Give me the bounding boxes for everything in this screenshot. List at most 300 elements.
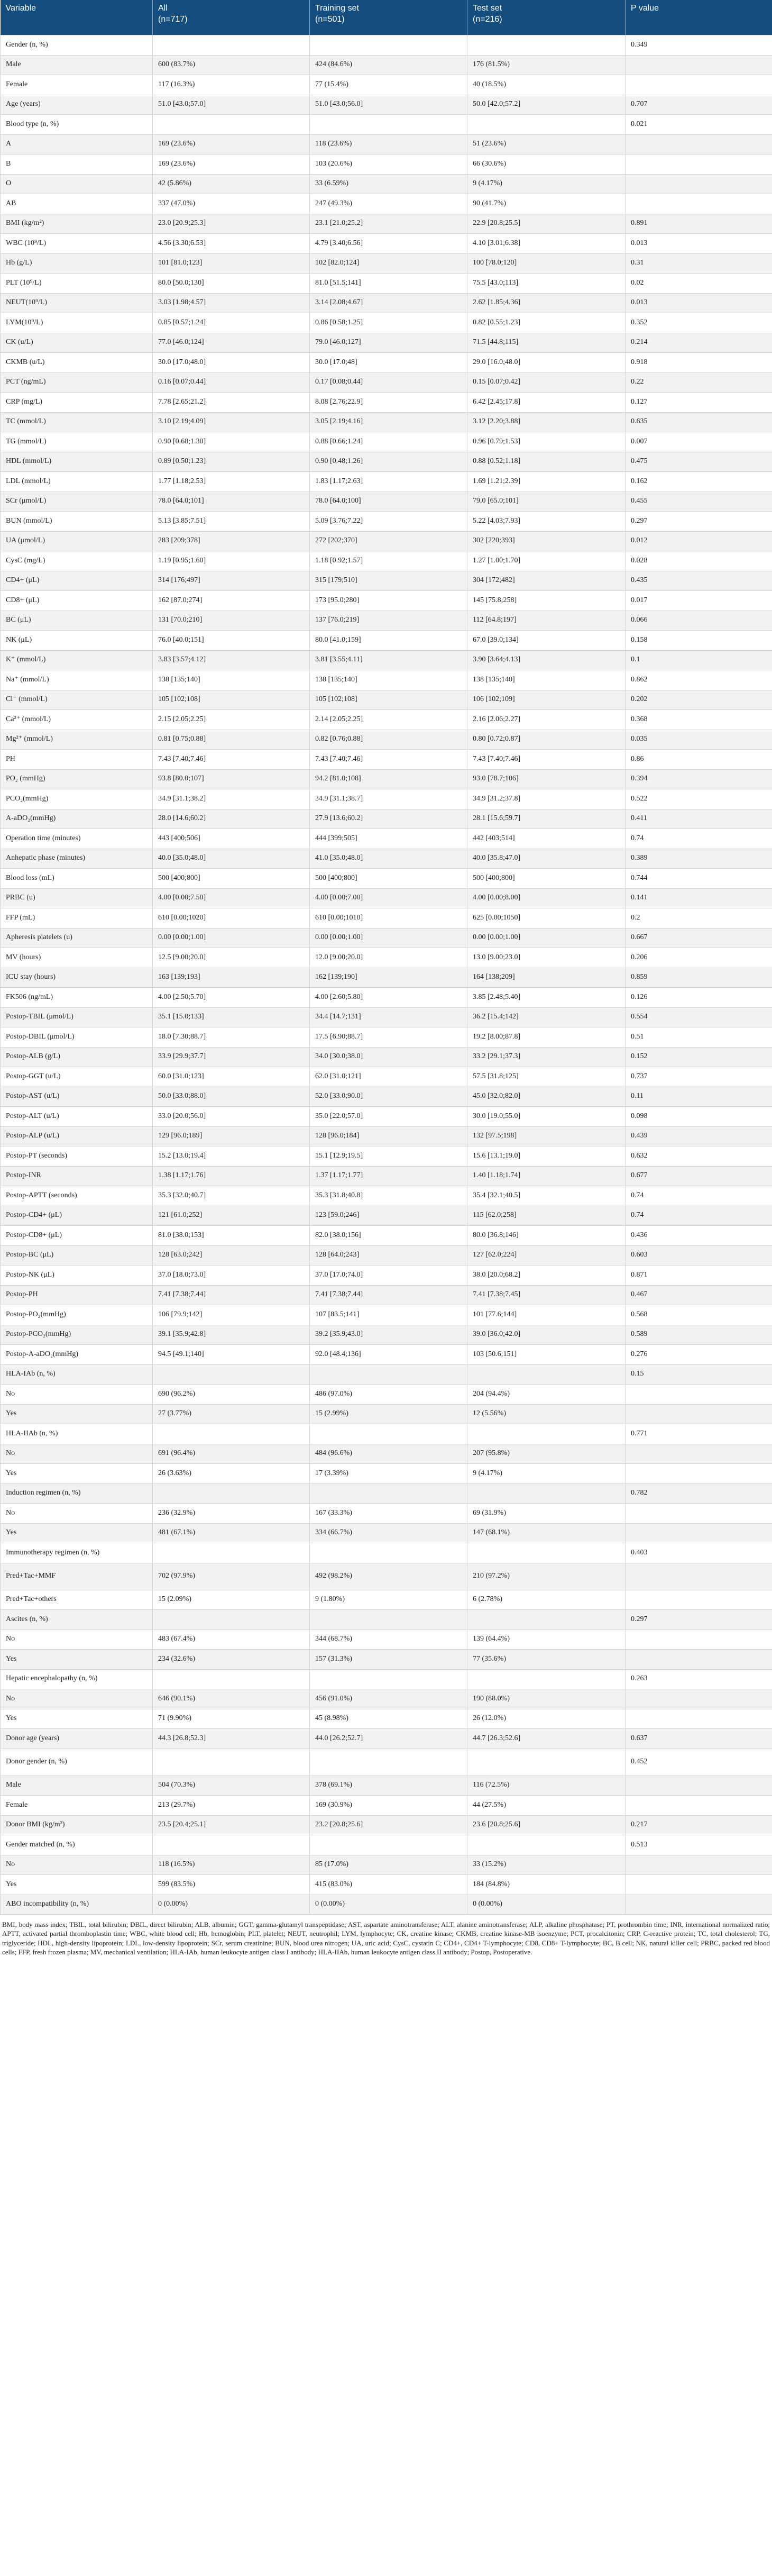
- variable-cell: BUN (mmol/L): [1, 512, 153, 532]
- value-cell: 0.15 [0.07;0.42]: [467, 372, 626, 393]
- variable-cell: PCO₂(mmHg): [1, 789, 153, 809]
- p-value-cell: 0.74: [626, 1186, 772, 1206]
- table-row: [1, 75, 772, 95]
- p-value-cell: 0.214: [626, 333, 772, 353]
- value-cell: 45.0 [32.0;82.0]: [467, 1087, 626, 1107]
- p-value-cell: 0.513: [626, 1835, 772, 1855]
- variable-cell: Apheresis platelets (u): [1, 928, 153, 948]
- p-value-cell: 0.435: [626, 571, 772, 591]
- value-cell: [467, 115, 626, 135]
- variable-cell: Operation time (minutes): [1, 829, 153, 849]
- variable-cell: FFP (mL): [1, 908, 153, 929]
- value-cell: 415 (83.0%): [310, 1875, 467, 1895]
- value-cell: 213 (29.7%): [153, 1796, 310, 1816]
- value-cell: 4.00 [0.00;7.00]: [310, 888, 467, 908]
- variable-cell: Postop-APTT (seconds): [1, 1186, 153, 1206]
- value-cell: 1.27 [1.00;1.70]: [467, 551, 626, 571]
- variable-cell: Cl⁻ (mmol/L): [1, 690, 153, 710]
- value-cell: 2.62 [1.85;4.36]: [467, 293, 626, 313]
- value-cell: 0.00 [0.00;1.00]: [467, 928, 626, 948]
- value-cell: 173 [95.0;280]: [310, 591, 467, 611]
- p-value-cell: 0.013: [626, 293, 772, 313]
- variable-cell: Postop-ALT (u/L): [1, 1107, 153, 1127]
- value-cell: 28.0 [14.6;60.2]: [153, 809, 310, 829]
- variable-cell: Postop-PH: [1, 1285, 153, 1305]
- table-row: [1, 730, 772, 750]
- value-cell: 247 (49.3%): [310, 194, 467, 214]
- p-value-cell: 0.707: [626, 95, 772, 115]
- column-header: Training set (n=501): [310, 0, 467, 35]
- value-cell: 344 (68.7%): [310, 1630, 467, 1650]
- variable-cell: No: [1, 1630, 153, 1650]
- value-cell: 81.0 [38.0;153]: [153, 1226, 310, 1246]
- p-value-cell: 0.677: [626, 1166, 772, 1186]
- value-cell: 50.0 [42.0;57.2]: [467, 95, 626, 115]
- p-value-cell: [626, 1895, 772, 1915]
- value-cell: 0.85 [0.57;1.24]: [153, 313, 310, 333]
- value-cell: 378 (69.1%): [310, 1776, 467, 1796]
- p-value-cell: 0.021: [626, 115, 772, 135]
- value-cell: 81.0 [51.5;141]: [310, 274, 467, 294]
- value-cell: 1.69 [1.21;2.39]: [467, 472, 626, 492]
- p-value-cell: 0.467: [626, 1285, 772, 1305]
- table-row: [1, 1689, 772, 1709]
- value-cell: 169 (23.6%): [153, 154, 310, 175]
- value-cell: 0.86 [0.58;1.25]: [310, 313, 467, 333]
- table-row: [1, 293, 772, 313]
- table-row: [1, 1166, 772, 1186]
- value-cell: 132 [97.5;198]: [467, 1126, 626, 1146]
- variable-cell: PCT (ng/mL): [1, 372, 153, 393]
- value-cell: 44.0 [26.2;52.7]: [310, 1729, 467, 1749]
- variable-cell: Hepatic encephalopathy (n, %): [1, 1669, 153, 1689]
- value-cell: 2.14 [2.05;2.25]: [310, 710, 467, 730]
- p-value-cell: 0.603: [626, 1245, 772, 1266]
- variable-cell: LDL (mmol/L): [1, 472, 153, 492]
- variable-cell: PRBC (u): [1, 888, 153, 908]
- variable-cell: K⁺ (mmol/L): [1, 650, 153, 670]
- table-row: [1, 1206, 772, 1226]
- value-cell: [467, 1424, 626, 1444]
- value-cell: 94.2 [81.0;108]: [310, 769, 467, 789]
- value-cell: 115 [62.0;258]: [467, 1206, 626, 1226]
- value-cell: 702 (97.9%): [153, 1563, 310, 1590]
- value-cell: 456 (91.0%): [310, 1689, 467, 1709]
- table-row: [1, 234, 772, 254]
- value-cell: 145 [75.8;258]: [467, 591, 626, 611]
- value-cell: 481 (67.1%): [153, 1523, 310, 1543]
- value-cell: 138 [135;140]: [467, 670, 626, 690]
- p-value-cell: 0.771: [626, 1424, 772, 1444]
- value-cell: 26 (12.0%): [467, 1709, 626, 1729]
- variable-cell: WBC (10⁹/L): [1, 234, 153, 254]
- variable-cell: CK (u/L): [1, 333, 153, 353]
- p-value-cell: [626, 1504, 772, 1524]
- p-value-cell: 0.86: [626, 750, 772, 770]
- value-cell: 486 (97.0%): [310, 1385, 467, 1405]
- value-cell: [467, 1749, 626, 1776]
- value-cell: 23.0 [20.9;25.3]: [153, 214, 310, 234]
- value-cell: 484 (96.6%): [310, 1444, 467, 1464]
- value-cell: 169 (30.9%): [310, 1796, 467, 1816]
- p-value-cell: [626, 1563, 772, 1590]
- variable-cell: BMI (kg/m²): [1, 214, 153, 234]
- variable-cell: HLA-IAb (n, %): [1, 1364, 153, 1385]
- variable-cell: Postop-BC (μL): [1, 1245, 153, 1266]
- table-row: [1, 1669, 772, 1689]
- variable-cell: Donor BMI (kg/m²): [1, 1815, 153, 1835]
- variable-cell: SCr (μmol/L): [1, 491, 153, 512]
- p-value-cell: 0.263: [626, 1669, 772, 1689]
- table-row: [1, 750, 772, 770]
- table-row: [1, 432, 772, 452]
- p-value-cell: 0.554: [626, 1007, 772, 1027]
- value-cell: 302 [220;393]: [467, 531, 626, 551]
- value-cell: 93.0 [78.7;106]: [467, 769, 626, 789]
- variable-cell: Mg²⁺ (mmol/L): [1, 730, 153, 750]
- value-cell: 106 [102;109]: [467, 690, 626, 710]
- table-row: [1, 968, 772, 988]
- value-cell: [153, 115, 310, 135]
- value-cell: 646 (90.1%): [153, 1689, 310, 1709]
- value-cell: 0.00 [0.00;1.00]: [153, 928, 310, 948]
- value-cell: 26 (3.63%): [153, 1464, 310, 1484]
- value-cell: 691 (96.4%): [153, 1444, 310, 1464]
- value-cell: 18.0 [7.30;88.7]: [153, 1027, 310, 1048]
- value-cell: 107 [83.5;141]: [310, 1305, 467, 1325]
- value-cell: 79.0 [65.0;101]: [467, 491, 626, 512]
- variable-cell: Yes: [1, 1464, 153, 1484]
- table-row: [1, 1087, 772, 1107]
- p-value-cell: [626, 1464, 772, 1484]
- value-cell: 52.0 [33.0;90.0]: [310, 1087, 467, 1107]
- table-row: [1, 1047, 772, 1067]
- value-cell: 3.81 [3.55;4.11]: [310, 650, 467, 670]
- value-cell: 34.9 [31.1;38.2]: [153, 789, 310, 809]
- value-cell: [467, 1483, 626, 1504]
- value-cell: 112 [64.8;197]: [467, 611, 626, 631]
- value-cell: 207 (95.8%): [467, 1444, 626, 1464]
- table-row: [1, 670, 772, 690]
- variable-cell: Postop-DBIL (μmol/L): [1, 1027, 153, 1048]
- value-cell: [310, 1543, 467, 1563]
- value-cell: 9 (4.17%): [467, 174, 626, 194]
- value-cell: 42 (5.86%): [153, 174, 310, 194]
- value-cell: 15 (2.09%): [153, 1590, 310, 1610]
- value-cell: 40.0 [35.8;47.0]: [467, 849, 626, 869]
- variable-cell: BC (μL): [1, 611, 153, 631]
- table-row: [1, 928, 772, 948]
- value-cell: 12 (5.56%): [467, 1404, 626, 1424]
- value-cell: 6 (2.78%): [467, 1590, 626, 1610]
- value-cell: 35.4 [32.1;40.5]: [467, 1186, 626, 1206]
- value-cell: 103 (20.6%): [310, 154, 467, 175]
- table-row: [1, 353, 772, 373]
- value-cell: 9 (1.80%): [310, 1590, 467, 1610]
- table-row: [1, 452, 772, 472]
- value-cell: 27 (3.77%): [153, 1404, 310, 1424]
- p-value-cell: 0.31: [626, 253, 772, 274]
- p-value-cell: 0.028: [626, 551, 772, 571]
- table-row: [1, 1126, 772, 1146]
- table-row: [1, 1895, 772, 1915]
- value-cell: 1.37 [1.17;1.77]: [310, 1166, 467, 1186]
- variable-cell: CKMB (u/L): [1, 353, 153, 373]
- value-cell: 315 [179;510]: [310, 571, 467, 591]
- value-cell: [467, 1364, 626, 1385]
- value-cell: 33 (6.59%): [310, 174, 467, 194]
- p-value-cell: 0.158: [626, 631, 772, 651]
- value-cell: 12.0 [9.00;20.0]: [310, 948, 467, 968]
- p-value-cell: 0.389: [626, 849, 772, 869]
- variable-cell: Yes: [1, 1404, 153, 1424]
- value-cell: 44.7 [26.3;52.6]: [467, 1729, 626, 1749]
- table-row: [1, 1523, 772, 1543]
- value-cell: [153, 1669, 310, 1689]
- value-cell: 9 (4.17%): [467, 1464, 626, 1484]
- value-cell: 80.0 [50.0;130]: [153, 274, 310, 294]
- value-cell: 77.0 [46.0;124]: [153, 333, 310, 353]
- value-cell: [310, 35, 467, 56]
- p-value-cell: 0.007: [626, 432, 772, 452]
- value-cell: 62.0 [31.0;121]: [310, 1067, 467, 1087]
- table-row: [1, 333, 772, 353]
- value-cell: 4.56 [3.30;6.53]: [153, 234, 310, 254]
- variable-cell: CysC (mg/L): [1, 551, 153, 571]
- value-cell: 51.0 [43.0;57.0]: [153, 95, 310, 115]
- table-row: [1, 412, 772, 432]
- value-cell: 33.9 [29.9;37.7]: [153, 1047, 310, 1067]
- value-cell: 78.0 [64.0;100]: [310, 491, 467, 512]
- table-row: [1, 1107, 772, 1127]
- p-value-cell: 0.1: [626, 650, 772, 670]
- table-row: [1, 571, 772, 591]
- variable-cell: Female: [1, 1796, 153, 1816]
- value-cell: 33 (15.2%): [467, 1855, 626, 1875]
- variable-cell: NK (μL): [1, 631, 153, 651]
- p-value-cell: 0.51: [626, 1027, 772, 1048]
- variable-cell: Na⁺ (mmol/L): [1, 670, 153, 690]
- table-row: [1, 1186, 772, 1206]
- p-value-cell: 0.162: [626, 472, 772, 492]
- table-row: [1, 472, 772, 492]
- value-cell: 492 (98.2%): [310, 1563, 467, 1590]
- p-value-cell: 0.2: [626, 908, 772, 929]
- value-cell: 51 (23.6%): [467, 134, 626, 154]
- table-row: [1, 274, 772, 294]
- value-cell: 39.2 [35.9;43.0]: [310, 1325, 467, 1345]
- p-value-cell: [626, 134, 772, 154]
- table-row: [1, 869, 772, 889]
- value-cell: [153, 1610, 310, 1630]
- column-header: Test set (n=216): [467, 0, 626, 35]
- value-cell: 444 [399;505]: [310, 829, 467, 849]
- value-cell: 2.16 [2.06;2.27]: [467, 710, 626, 730]
- value-cell: 35.1 [15.0;133]: [153, 1007, 310, 1027]
- value-cell: 1.38 [1.17;1.76]: [153, 1166, 310, 1186]
- value-cell: 162 [139;190]: [310, 968, 467, 988]
- value-cell: 44.3 [26.8;52.3]: [153, 1729, 310, 1749]
- value-cell: 442 [403;514]: [467, 829, 626, 849]
- value-cell: 23.6 [20.8;25.6]: [467, 1815, 626, 1835]
- table-row: [1, 1590, 772, 1610]
- p-value-cell: 0.436: [626, 1226, 772, 1246]
- variable-cell: CD4+ (μL): [1, 571, 153, 591]
- p-value-cell: 0.452: [626, 1749, 772, 1776]
- table-header: [1, 0, 772, 35]
- value-cell: 4.00 [0.00;8.00]: [467, 888, 626, 908]
- table-row: [1, 1875, 772, 1895]
- variable-cell: Ca²⁺ (mmol/L): [1, 710, 153, 730]
- value-cell: 92.0 [48.4;136]: [310, 1345, 467, 1365]
- value-cell: 50.0 [33.0;88.0]: [153, 1087, 310, 1107]
- variable-cell: Pred+Tac+others: [1, 1590, 153, 1610]
- table-row: [1, 1504, 772, 1524]
- value-cell: [153, 1483, 310, 1504]
- table-row: [1, 551, 772, 571]
- value-cell: 79.0 [46.0;127]: [310, 333, 467, 353]
- p-value-cell: 0.349: [626, 35, 772, 56]
- variable-cell: Yes: [1, 1875, 153, 1895]
- p-value-cell: 0.22: [626, 372, 772, 393]
- p-value-cell: 0.352: [626, 313, 772, 333]
- table-row: [1, 194, 772, 214]
- table-row: [1, 214, 772, 234]
- header-row: [1, 0, 772, 35]
- value-cell: 19.2 [8.00;87.8]: [467, 1027, 626, 1048]
- value-cell: [467, 1543, 626, 1563]
- value-cell: 37.0 [17.0;74.0]: [310, 1266, 467, 1286]
- value-cell: 116 (72.5%): [467, 1776, 626, 1796]
- p-value-cell: [626, 174, 772, 194]
- value-cell: [310, 1610, 467, 1630]
- value-cell: 105 [102;108]: [310, 690, 467, 710]
- table-row: [1, 1483, 772, 1504]
- variable-cell: Blood loss (mL): [1, 869, 153, 889]
- table-row: [1, 1067, 772, 1087]
- variable-cell: MV (hours): [1, 948, 153, 968]
- value-cell: 7.43 [7.40;7.46]: [310, 750, 467, 770]
- value-cell: 0.82 [0.76;0.88]: [310, 730, 467, 750]
- value-cell: 139 (64.4%): [467, 1630, 626, 1650]
- value-cell: 121 [61.0;252]: [153, 1206, 310, 1226]
- value-cell: 60.0 [31.0;123]: [153, 1067, 310, 1087]
- value-cell: 12.5 [9.00;20.0]: [153, 948, 310, 968]
- value-cell: 37.0 [18.0;73.0]: [153, 1266, 310, 1286]
- value-cell: 100 [78.0;120]: [467, 253, 626, 274]
- value-cell: [310, 1749, 467, 1776]
- value-cell: 67.0 [39.0;134]: [467, 631, 626, 651]
- p-value-cell: [626, 75, 772, 95]
- value-cell: 7.41 [7.38;7.44]: [153, 1285, 310, 1305]
- value-cell: [153, 1543, 310, 1563]
- variable-cell: Postop-TBIL (μmol/L): [1, 1007, 153, 1027]
- value-cell: 3.90 [3.64;4.13]: [467, 650, 626, 670]
- value-cell: 164 [138;209]: [467, 968, 626, 988]
- value-cell: 36.2 [15.4;142]: [467, 1007, 626, 1027]
- value-cell: 0.88 [0.66;1.24]: [310, 432, 467, 452]
- value-cell: 77 (15.4%): [310, 75, 467, 95]
- value-cell: 5.13 [3.85;7.51]: [153, 512, 310, 532]
- value-cell: [467, 1835, 626, 1855]
- value-cell: [310, 115, 467, 135]
- table-row: [1, 1364, 772, 1385]
- p-value-cell: [626, 1709, 772, 1729]
- variable-cell: PH: [1, 750, 153, 770]
- variable-cell: Yes: [1, 1650, 153, 1670]
- variable-cell: A: [1, 134, 153, 154]
- table-row: [1, 1305, 772, 1325]
- value-cell: [310, 1424, 467, 1444]
- value-cell: 45 (8.98%): [310, 1709, 467, 1729]
- value-cell: 500 [400;800]: [467, 869, 626, 889]
- table-row: [1, 531, 772, 551]
- table-row: [1, 1543, 772, 1563]
- table-row: [1, 1709, 772, 1729]
- value-cell: [153, 1364, 310, 1385]
- value-cell: 40 (18.5%): [467, 75, 626, 95]
- value-cell: 169 (23.6%): [153, 134, 310, 154]
- p-value-cell: 0.368: [626, 710, 772, 730]
- value-cell: 4.00 [2.60;5.80]: [310, 988, 467, 1008]
- table-row: [1, 313, 772, 333]
- value-cell: [310, 1835, 467, 1855]
- value-cell: 5.22 [4.03;7.93]: [467, 512, 626, 532]
- table-row: [1, 393, 772, 413]
- value-cell: 1.40 [1.18;1.74]: [467, 1166, 626, 1186]
- p-value-cell: 0.394: [626, 769, 772, 789]
- p-value-cell: [626, 1630, 772, 1650]
- p-value-cell: 0.152: [626, 1047, 772, 1067]
- value-cell: 7.78 [2.65;21.2]: [153, 393, 310, 413]
- variable-cell: HLA-IIAb (n, %): [1, 1424, 153, 1444]
- value-cell: 128 [64.0;243]: [310, 1245, 467, 1266]
- table-row: [1, 1226, 772, 1246]
- variable-cell: UA (μmol/L): [1, 531, 153, 551]
- value-cell: 0.89 [0.50;1.23]: [153, 452, 310, 472]
- p-value-cell: 0.859: [626, 968, 772, 988]
- table-row: [1, 1776, 772, 1796]
- value-cell: 4.00 [0.00;7.50]: [153, 888, 310, 908]
- value-cell: 13.0 [9.00;23.0]: [467, 948, 626, 968]
- p-value-cell: [626, 1689, 772, 1709]
- variable-cell: Blood type (n, %): [1, 115, 153, 135]
- table-row: [1, 1146, 772, 1167]
- value-cell: 0.00 [0.00;1.00]: [310, 928, 467, 948]
- variable-cell: Postop-CD4+ (μL): [1, 1206, 153, 1226]
- p-value-cell: 0.667: [626, 928, 772, 948]
- value-cell: 23.1 [21.0;25.2]: [310, 214, 467, 234]
- value-cell: 314 [176;497]: [153, 571, 310, 591]
- value-cell: 1.18 [0.92;1.57]: [310, 551, 467, 571]
- value-cell: 163 [139;193]: [153, 968, 310, 988]
- table-row: [1, 769, 772, 789]
- variable-cell: Postop-ALB (g/L): [1, 1047, 153, 1067]
- value-cell: 167 (33.3%): [310, 1504, 467, 1524]
- value-cell: 35.0 [22.0;57.0]: [310, 1107, 467, 1127]
- p-value-cell: 0.035: [626, 730, 772, 750]
- value-cell: 39.0 [36.0;42.0]: [467, 1325, 626, 1345]
- value-cell: 15.6 [13.1;19.0]: [467, 1146, 626, 1167]
- p-value-cell: 0.568: [626, 1305, 772, 1325]
- value-cell: 131 [70.0;210]: [153, 611, 310, 631]
- value-cell: 4.79 [3.40;6.56]: [310, 234, 467, 254]
- value-cell: 66 (30.6%): [467, 154, 626, 175]
- table-row: [1, 1610, 772, 1630]
- p-value-cell: [626, 55, 772, 75]
- value-cell: 504 (70.3%): [153, 1776, 310, 1796]
- value-cell: 80.0 [41.0;159]: [310, 631, 467, 651]
